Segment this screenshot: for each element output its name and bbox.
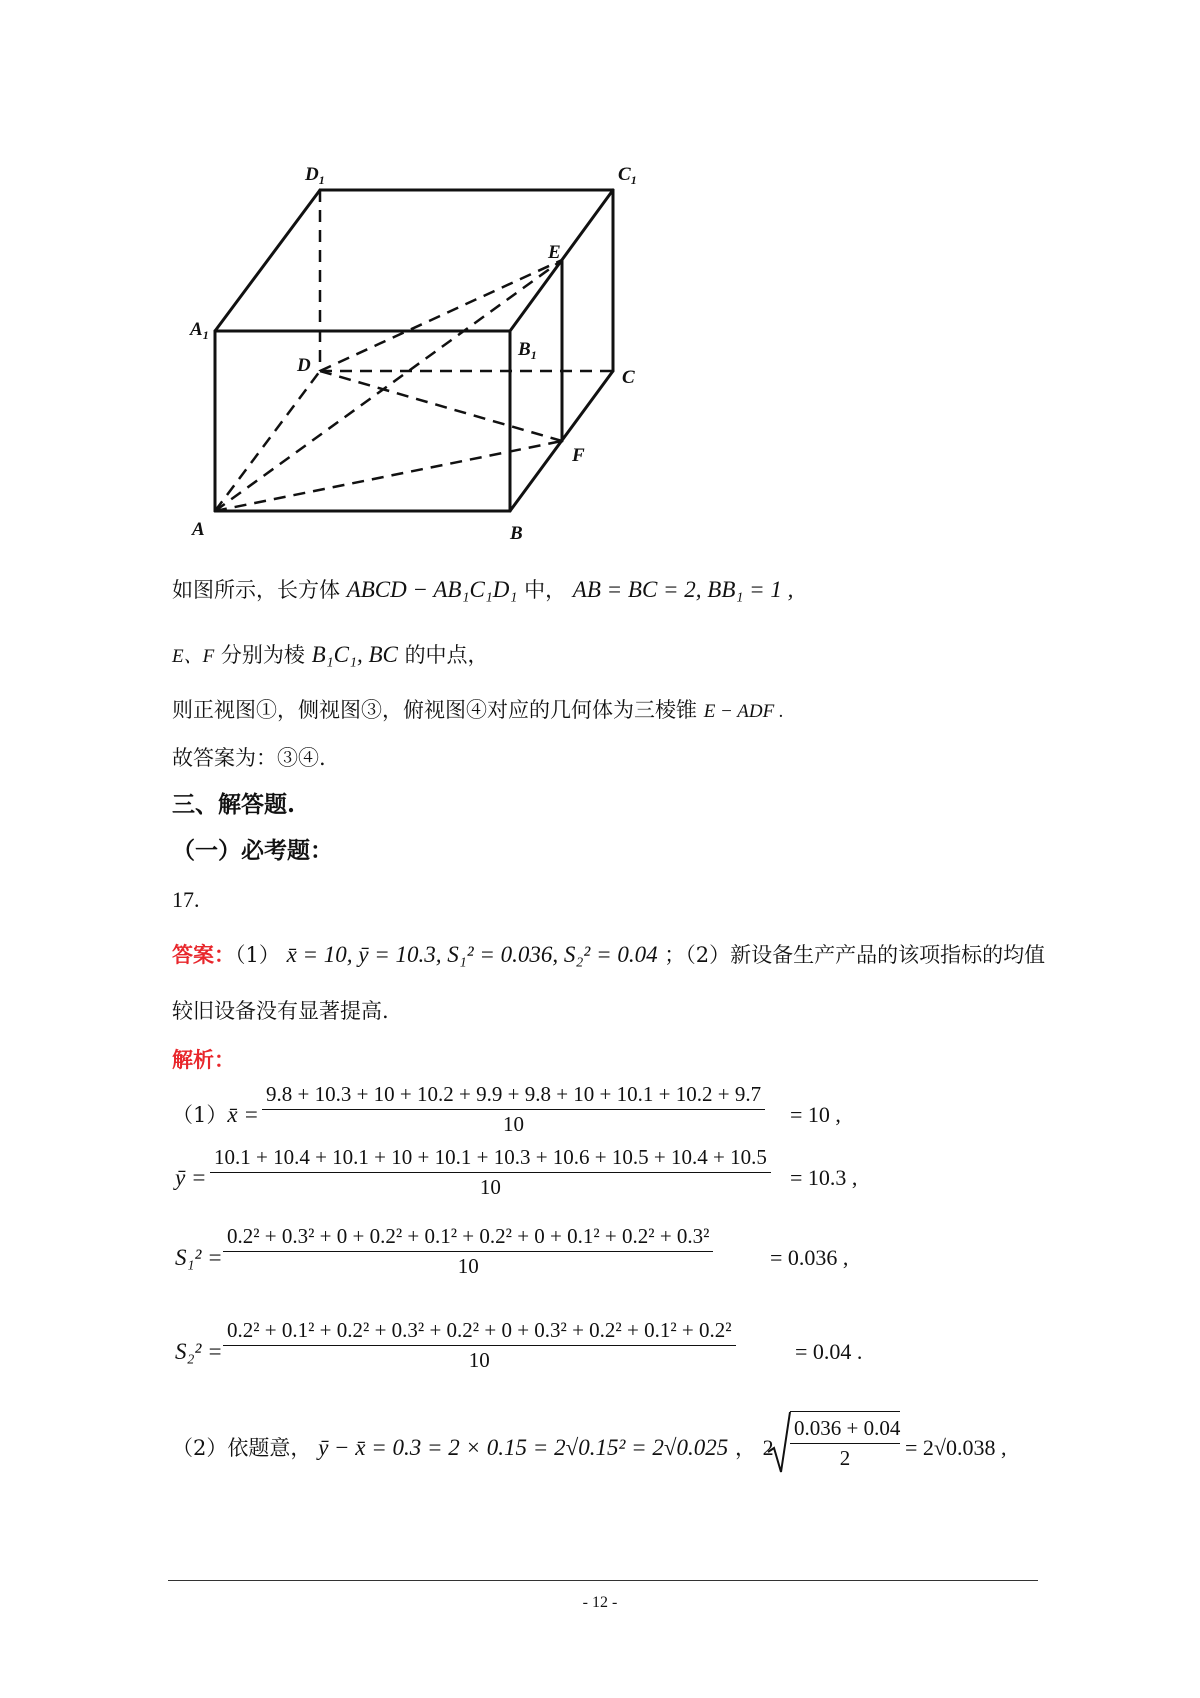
p2-tail: 的中点， [404, 643, 489, 667]
label-F: F [572, 445, 585, 466]
equation-mean-x-prefix: （1）x̄ = [172, 1102, 259, 1127]
sqrt-sign-icon [766, 1410, 792, 1476]
p2-ef: E、F [172, 646, 215, 667]
equation-var-1-fraction: 0.2² + 0.3² + 0 + 0.2² + 0.1² + 0.2² + 0 + 0.1² + 0.2² + 0.3² 10 [223, 1224, 713, 1279]
p1-expr: ABCD − AB₁C₁D₁ [346, 577, 518, 602]
equation-var-2-lhs: S₂² = [175, 1339, 223, 1364]
analysis-label: 解析： [172, 1047, 235, 1072]
answer-label: 答案： [172, 942, 235, 967]
equation-var-2-fraction: 0.2² + 0.1² + 0.2² + 0.3² + 0.2² + 0 + 0.3² + 0.2² + 0.1² + 0.2² 10 [223, 1318, 736, 1373]
sqrt-coefficient: 2 [762, 1435, 774, 1460]
answer-line-2: 较旧设备没有显著提高. [172, 999, 389, 1023]
equation-mean-y-lhs: ȳ = [175, 1165, 207, 1190]
paragraph-views [172, 695, 784, 727]
label-D: D [297, 355, 311, 376]
label-B: B [510, 523, 523, 544]
hidden-segment-DF [320, 371, 562, 441]
equation-part2: （2）依题意， ȳ − x̄ = 0.3 = 2 × 0.15 = 2√0.15² = 2√0.025 ， 2 [172, 1435, 774, 1460]
page-number: - 12 - [582, 1594, 618, 1611]
equation-mean-y-fraction: 10.1 + 10.4 + 10.1 + 10 + 10.1 + 10.3 + 10.6 + 10.5 + 10.4 + 10.5 10 [210, 1145, 771, 1200]
equation-var-1-lhs: S₁² = [175, 1245, 223, 1270]
section-heading: 三、解答题. [172, 791, 296, 818]
p3-text: 则正视图①，侧视图③，俯视图④对应的几何体为三棱锥 [172, 698, 697, 722]
answer-part2: ；（2）新设备生产产品的该项指标的均值 [664, 943, 1046, 967]
paragraph-midpoints [172, 640, 489, 672]
p1-text: 如图所示，长方体 [172, 578, 340, 602]
cuboid-figure [180, 155, 660, 555]
label-A: A [192, 519, 205, 540]
equation-var-1-result: = 0.036 , [770, 1245, 849, 1270]
answer-formula: x̄ = 10, ȳ = 10.3, S₁² = 0.036, S₂² = 0.04 [286, 942, 658, 967]
label-C: C [622, 367, 635, 388]
label-A1: $A_1$ [190, 319, 209, 342]
sqrt-fraction: 0.036 + 0.04 2 [790, 1416, 900, 1471]
hidden-edge-AD [215, 371, 320, 511]
label-E: E [548, 242, 561, 263]
paragraph-answer-views: 故答案为：③④. [172, 746, 326, 770]
subsection-heading: （一）必考题： [172, 837, 333, 864]
equation-mean-x-fraction: 9.8 + 10.3 + 10 + 10.2 + 9.9 + 9.8 + 10 + 10.1 + 10.2 + 9.7 10 [262, 1082, 765, 1137]
sqrt-result: = 2√0.038 , [905, 1435, 1007, 1460]
p1-condition: AB = BC = 2, BB₁ = 1 , [572, 577, 794, 602]
label-D1: $D_1$ [305, 164, 325, 187]
part2-expression: ȳ − x̄ = 0.3 = 2 × 0.15 = 2√0.15² = 2√0.025 [318, 1435, 729, 1460]
label-C1: $C_1$ [618, 164, 637, 187]
answer-line: 答案：（1） x̄ = 10, ȳ = 10.3, S₁² = 0.036, S₂² = 0.04 ；（2）新设备生产产品的该项指标的均值 [172, 942, 1046, 967]
footer-rule [168, 1580, 1038, 1581]
equation-mean-y-result: = 10.3 , [790, 1165, 858, 1190]
p3-pyramid: E − ADF . [703, 701, 784, 722]
p2-edges: B₁C₁, BC [311, 642, 398, 667]
question-number: 17. [172, 887, 200, 912]
p2-text: 分别为棱 [220, 643, 305, 667]
paragraph-cuboid [172, 575, 793, 605]
equation-mean-x-result: = 10 , [790, 1102, 841, 1127]
equation-var-2-result: = 0.04 . [795, 1339, 863, 1364]
edge-A1D1 [215, 190, 320, 331]
p1-mid: 中， [524, 578, 567, 602]
label-B1: $B_1$ [518, 339, 537, 362]
